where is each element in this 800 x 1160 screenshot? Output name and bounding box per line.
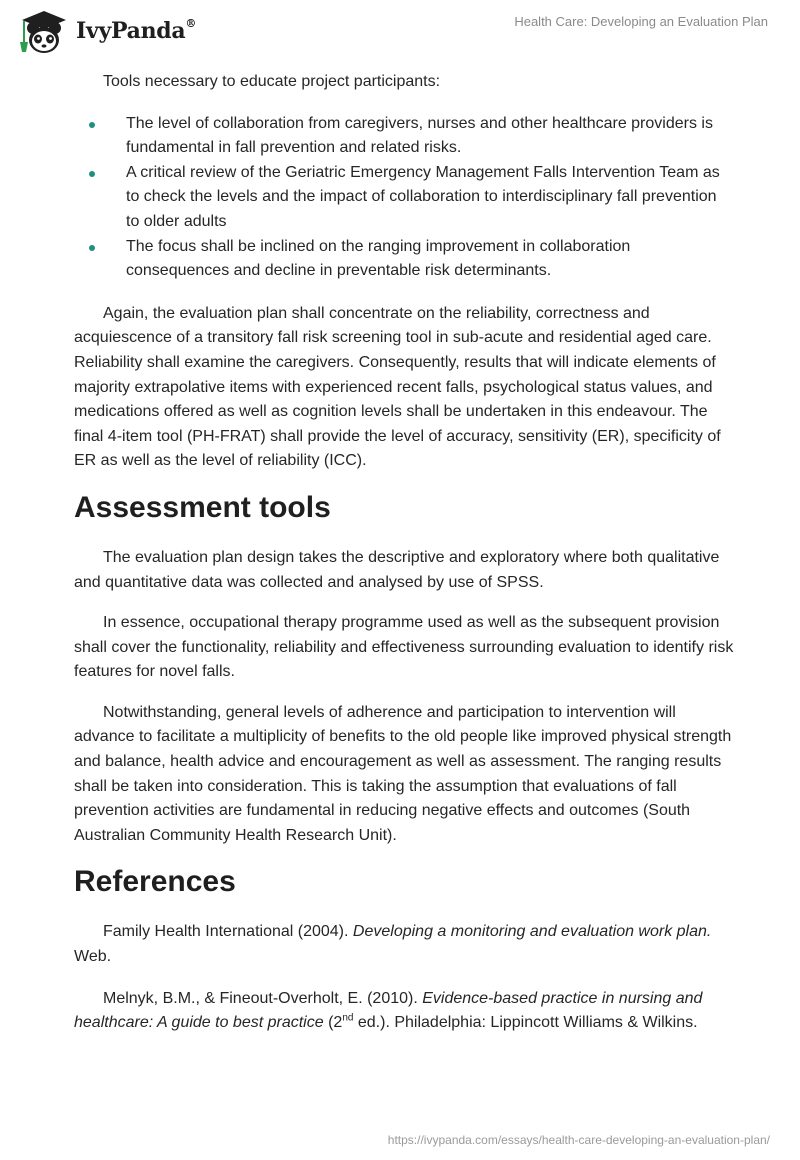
bullet-dot-icon xyxy=(89,171,95,177)
assessment-paragraph: Notwithstanding, general levels of adherence and participation to intervention will advance to facilitate a multiplicity of benefits to the old people like improved physical strength and balance, health advice and encouragement as well as assessment. The ranging results shall be taken into consideration. This is taking the assumption that evaluations of fall prevention activities are fundamental in reducing negative effects and outcomes (South Australian Community Health Research Unit). xyxy=(74,703,732,844)
reference-item: Family Health International (2004). Developing a monitoring and evaluation work plan. Web. xyxy=(74,923,712,966)
ivypanda-logo-icon[interactable] xyxy=(14,8,70,56)
brand-name[interactable]: IvyPanda® xyxy=(76,16,197,44)
assessment-paragraph: The evaluation plan design takes the descriptive and exploratory where both qualitative and quantitative data was collected and analysed by use of SPSS. xyxy=(74,548,720,591)
page-header xyxy=(0,0,800,60)
intro-text: Tools necessary to educate project participants: xyxy=(103,73,441,90)
article-content xyxy=(74,70,734,1053)
document-title: Health Care: Developing an Evaluation Plan xyxy=(514,14,768,29)
bullet-list xyxy=(74,112,734,284)
reference-item: Melnyk, B.M., & Fineout-Overholt, E. (2010). Evidence-based practice in nursing and healthcare: A guide to best practice (2nd ed.). Philadelphia: Lippincott Williams & Wilkins. xyxy=(74,989,703,1032)
bullet-dot-icon xyxy=(89,245,95,251)
source-url-link[interactable]: https://ivypanda.com/essays/health-care-developing-an-evaluation-plan/ xyxy=(387,1133,770,1147)
references-heading: References xyxy=(74,865,236,899)
list-item: The level of collaboration from caregivers, nurses and other healthcare providers is fundamental in fall prevention and related risks. xyxy=(74,112,734,161)
list-item: The focus shall be inclined on the ranging improvement in collaboration consequences and decline in preventable risk determinants. xyxy=(74,235,734,284)
list-item: A critical review of the Geriatric Emergency Management Falls Intervention Team as to check the levels and the impact of collaboration to interdisciplinary fall prevention to older adults xyxy=(74,161,734,235)
assessment-paragraph: In essence, occupational therapy programme used as well as the subsequent provision shall cover the functionality, reliability and effectiveness surrounding evaluation to identify risk features for novel falls. xyxy=(74,614,734,681)
evaluation-paragraph: Again, the evaluation plan shall concentrate on the reliability, correctness and acquiescence of a transitory fall risk screening tool in sub-acute and residential aged care. Reliability shall examine the caregivers. Consequently, results that will indicate elements of majority extrapolative items with experienced recent falls, psychological status values, and medications offered as well as cognition levels shall be undertaken in this endeavour. The final 4-item tool (PH-FRAT) shall provide the level of accuracy, sensitivity (ER), specificity of ER as well as the level of reliability (ICC). xyxy=(74,304,721,470)
bullet-dot-icon xyxy=(89,122,95,128)
assessment-heading: Assessment tools xyxy=(74,490,331,524)
